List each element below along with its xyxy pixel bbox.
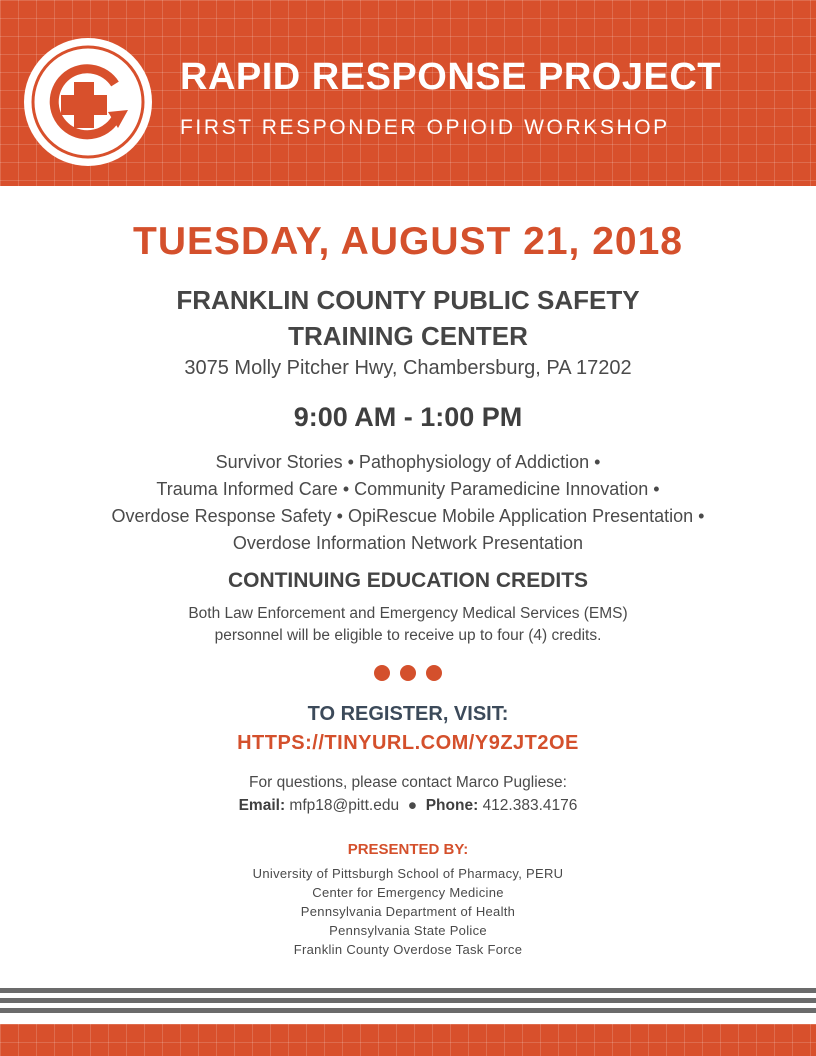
topic-line: Survivor Stories • Pathophysiology of Addiction • <box>215 452 601 472</box>
venue-address: 3075 Molly Pitcher Hwy, Chambersburg, PA 17202 <box>184 357 632 379</box>
register-link[interactable]: HTTPS://TINYURL.COM/Y9ZJT2OE <box>237 732 579 754</box>
venue-line-2: TRAINING CENTER <box>288 321 528 351</box>
presenter-item: Center for Emergency Medicine <box>312 885 504 900</box>
topic-line: Overdose Response Safety • OpiRescue Mobile Application Presentation • <box>111 506 705 526</box>
event-time: 9:00 AM - 1:00 PM <box>293 402 523 432</box>
main-content <box>0 186 816 959</box>
header-banner <box>0 0 816 186</box>
email-label: Email: <box>238 797 286 814</box>
presenter-item: University of Pittsburgh School of Pharmacy, PERU <box>252 866 564 881</box>
presenter-item: Pennsylvania Department of Health <box>300 904 516 919</box>
presented-by-heading: PRESENTED BY: <box>347 841 469 858</box>
page-subtitle: FIRST RESPONDER OPIOID WORKSHOP <box>180 116 670 139</box>
presenter-item: Franklin County Overdose Task Force <box>293 942 523 957</box>
contact-intro: For questions, please contact Marco Pugliese: <box>249 774 567 791</box>
phone-number[interactable]: 412.383.4176 <box>482 797 578 814</box>
venue-name <box>0 282 816 354</box>
footer-stripe <box>0 1008 816 1013</box>
divider-dots <box>0 665 816 681</box>
contact-separator: ● <box>407 797 418 814</box>
topics-list <box>0 449 816 557</box>
divider-dot <box>374 665 390 681</box>
presenter-item: Pennsylvania State Police <box>329 923 487 938</box>
phone-label: Phone: <box>425 797 479 814</box>
credits-heading: CONTINUING EDUCATION CREDITS <box>227 569 589 592</box>
topic-line: Trauma Informed Care • Community Paramedicine Innovation • <box>156 479 660 499</box>
footer-stripe <box>0 988 816 993</box>
credits-line-2: personnel will be eligible to receive up to four (4) credits. <box>214 627 602 644</box>
venue-line-1: FRANKLIN COUNTY PUBLIC SAFETY <box>176 285 640 315</box>
contact-details <box>0 794 816 817</box>
divider-dot <box>400 665 416 681</box>
divider-dot <box>426 665 442 681</box>
page-title: RAPID RESPONSE PROJECT <box>180 56 721 98</box>
register-heading: TO REGISTER, VISIT: <box>307 703 509 725</box>
email-address[interactable]: mfp18@pitt.edu <box>289 797 400 814</box>
credits-description <box>0 603 816 647</box>
footer-stripe <box>0 998 816 1003</box>
contact-block <box>0 771 816 817</box>
credits-line-1: Both Law Enforcement and Emergency Medical Services (EMS) <box>188 605 628 622</box>
presenters-list <box>0 864 816 959</box>
event-date: TUESDAY, AUGUST 21, 2018 <box>133 220 683 263</box>
topic-line: Overdose Information Network Presentation <box>232 533 584 553</box>
medical-cross-refresh-icon <box>22 36 154 168</box>
footer-band <box>0 1024 816 1056</box>
